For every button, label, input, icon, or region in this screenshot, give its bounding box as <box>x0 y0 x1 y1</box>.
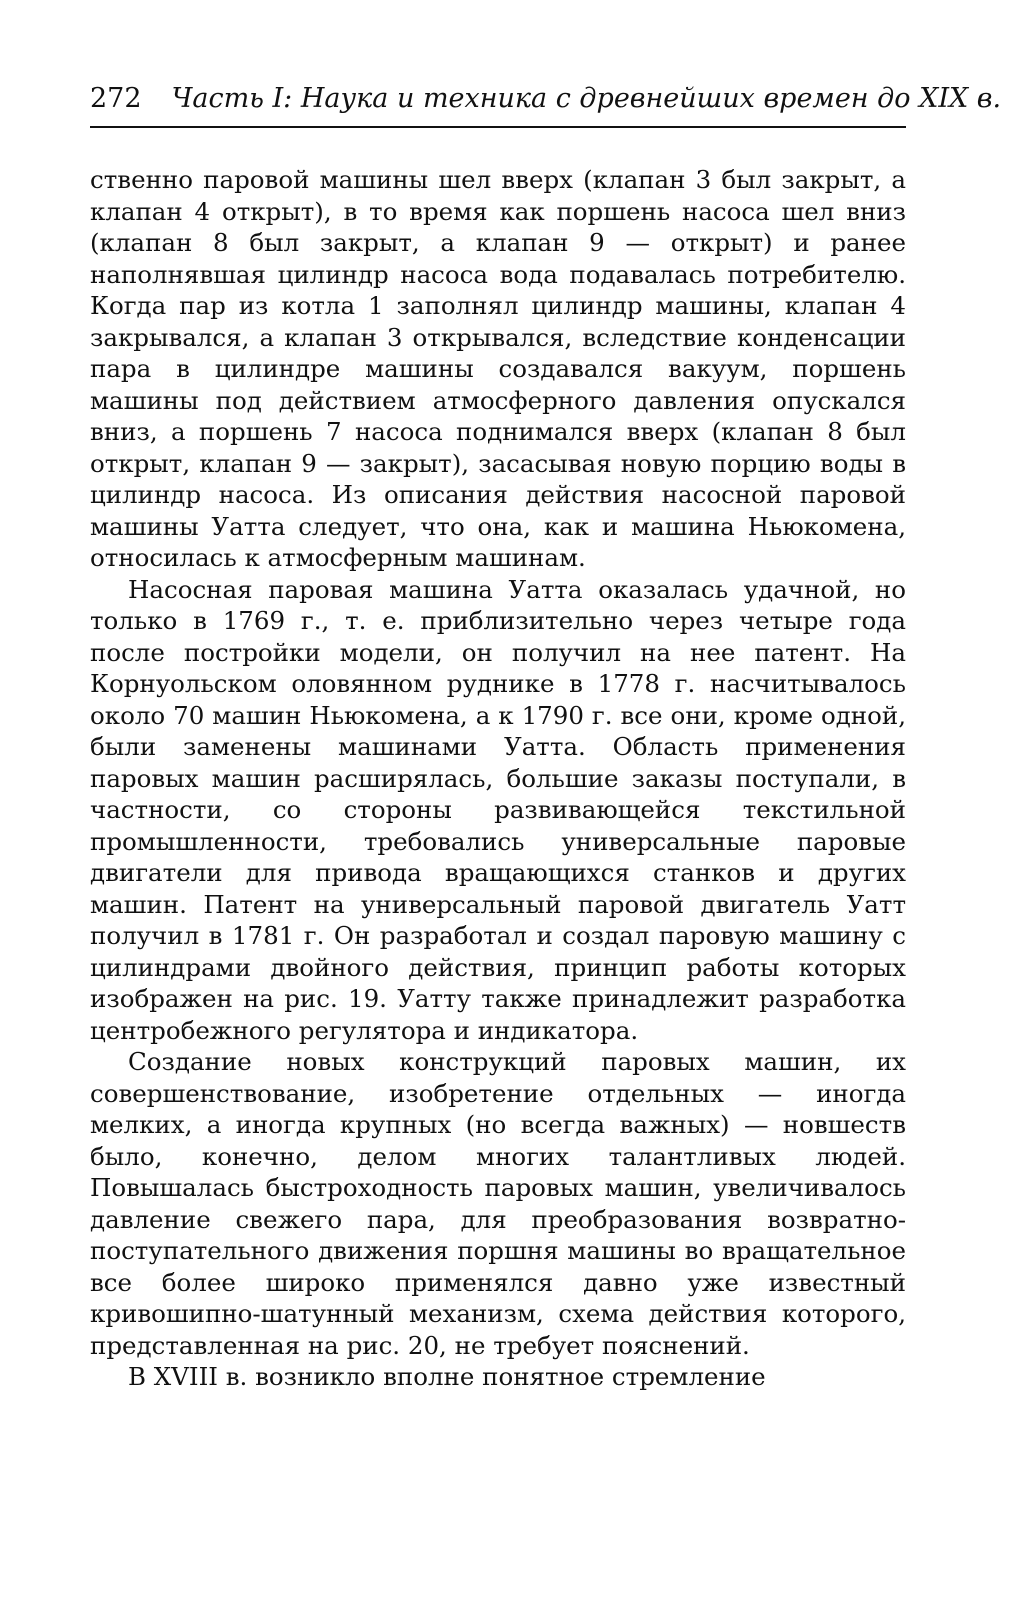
page-header <box>90 82 1002 116</box>
paragraph: В XVIII в. возникло вполне понятное стремление <box>128 1362 766 1391</box>
paragraph: Создание новых конструкций паровых машин, их совершенствование, изобретение отдельных — иногда мелких, а иногда крупных (но всегда важных) — новшеств было, конечно, делом многих талантливых людей. Повышалась быстроходность паровых машин, увеличивалось давление свежего пара, для преобразования возвратно-поступательного движения поршня машины во вращательное все более широко применялся давно уже известный кривошипно-шатунный механизм, схема действия которого, представленная на рис. 20, не требует пояснений. <box>90 1047 906 1360</box>
paragraph: Насосная паровая машина Уатта оказалась удачной, но только в 1769 г., т. е. приблизительно через четыре года после постройки модели, он получил на нее патент. На Корнуольском оловянном руднике в 1778 г. насчитывалось около 70 машин Ньюкомена, а к 1790 г. все они, кроме одной, были заменены машинами Уатта. Область применения паровых машин расширялась, большие заказы поступали, в частности, со стороны развивающейся текстильной промышленности, требовались универсальные паровые двигатели для привода вращающихся станков и других машин. Патент на универсальный паровой двигатель Уатт получил в 1781 г. Он разработал и создал паровую машину с цилиндрами двойного действия, принцип работы которых изображен на рис. 19. Уатту также принадлежит разработка центробежного регулятора и индикатора. <box>90 574 906 1045</box>
body-text <box>90 164 906 1393</box>
page-number: 272 <box>90 83 142 114</box>
paragraph-continued: ственно паровой машины шел вверх (клапан 3 был закрыт, а клапан 4 открыт), в то время как поршень насоса шел вниз (клапан 8 был закрыт, а клапан 9 — открыт) и ранее наполнявшая цилиндр насоса вода подавалась потребителю. Когда пар из котла 1 заполнял цилиндр машины, клапан 4 закрывался, а клапан 3 открывался, вследствие конденсации пара в цилиндре машины создавался вакуум, поршень машины под действием атмосферного давления опускался вниз, а поршень 7 насоса поднимался вверх (клапан 8 был открыт, клапан 9 — закрыт), засасывая новую порцию воды в цилиндр насоса. Из описания действия насосной паровой машины Уатта следует, что она, как и машина Ньюкомена, относилась к атмосферным машинам. <box>90 165 906 572</box>
running-title: Часть I: Наука и техника с древнейших времен до XIX в. <box>171 83 1002 114</box>
header-rule <box>90 126 906 128</box>
